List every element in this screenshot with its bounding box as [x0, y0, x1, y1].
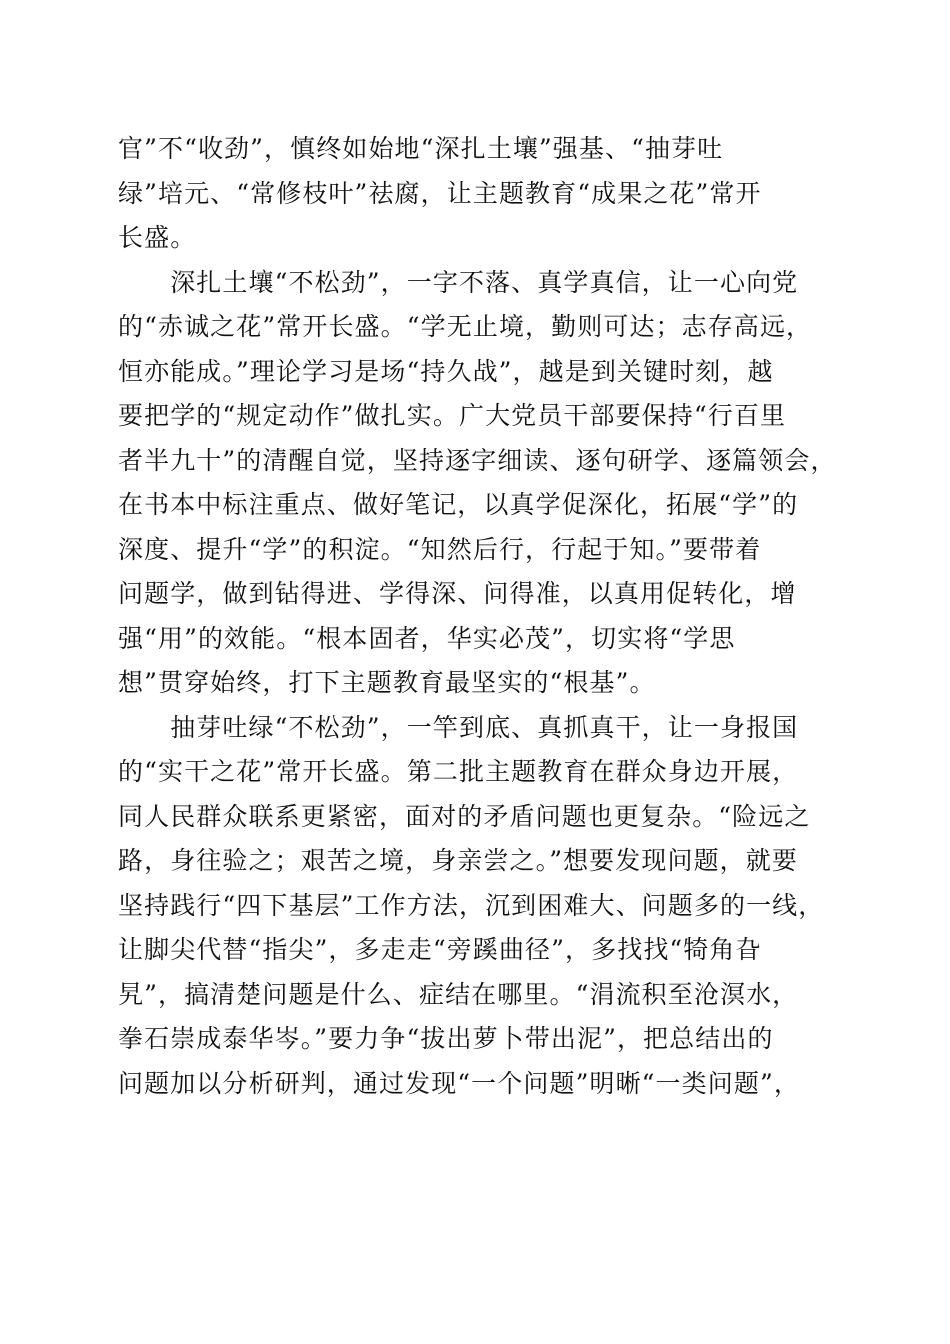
text-line: 官”不“收劲”，慎终如始地“深扎土壤”强基、“抽芽吐: [118, 134, 724, 163]
text-line: 深度、提升“学”的积淀。“知然后行，行起于知。”要带着: [118, 534, 762, 564]
text-line: 让脚尖代替“指尖”，多走走“旁蹊曲径”，多找找“犄角旮: [118, 935, 762, 964]
document-body: [118, 127, 838, 1106]
paragraph-1: [118, 127, 838, 261]
text-line: 长盛。: [118, 223, 197, 252]
text-line: 抽芽吐绿“不松劲”，一竿到底、真抓真干，让一身报国: [118, 712, 799, 742]
text-line: 深扎土壤“不松劲”，一字不落、真学真信，让一心向党: [118, 267, 799, 297]
text-line: 坚持践行“四下基层”工作方法，沉到困难大、问题多的一线，: [118, 890, 825, 920]
text-line: 者半九十”的清醒自觉，坚持逐字细读、逐句研学、逐篇领会，: [118, 445, 837, 475]
text-line: 拳石崇成泰华岑。”要力争“拔出萝卜带出泥”，把总结出的: [118, 1024, 774, 1053]
text-line: 在书本中标注重点、做好笔记，以真学促深化，拓展“学”的: [118, 490, 799, 519]
text-line: 同人民群众联系更紧密，面对的矛盾问题也更复杂。“险远之: [118, 801, 811, 831]
text-line: 的“赤诚之花”常开长盛。“学无止境，勤则可达；志存高远，: [118, 312, 813, 341]
text-line: 恒亦能成。”理论学习是场“持久战”，越是到关键时刻，越: [118, 356, 774, 386]
text-line: 想”贯穿始终，打下主题教育最坚实的“根基”。: [118, 668, 656, 697]
text-line: 旯”，搞清楚问题是什么、症结在哪里。“涓流积至沧溟水，: [118, 979, 799, 1009]
text-line: 路，身往验之；艰苦之境，身亲尝之。”想要发现问题，就要: [118, 846, 798, 875]
text-line: 强“用”的效能。“根本固者，华实必茂”，切实将“学思: [118, 623, 736, 653]
paragraph-2: [118, 261, 838, 706]
text-line: 要把学的“规定动作”做扎实。广大党员干部要保持“行百里: [118, 401, 787, 430]
text-line: 绿”培元、“常修枝叶”祛腐，让主题教育“成果之花”常开: [118, 178, 762, 208]
text-line: 问题学，做到钻得进、学得深、问得准，以真用促转化，增: [118, 579, 797, 608]
paragraph-3: [118, 706, 838, 1107]
text-line: 的“实干之花”常开长盛。第二批主题教育在群众身边开展，: [118, 757, 799, 786]
text-line: 问题加以分析研判，通过发现“一个问题”明晰“一类问题”，: [118, 1068, 800, 1098]
